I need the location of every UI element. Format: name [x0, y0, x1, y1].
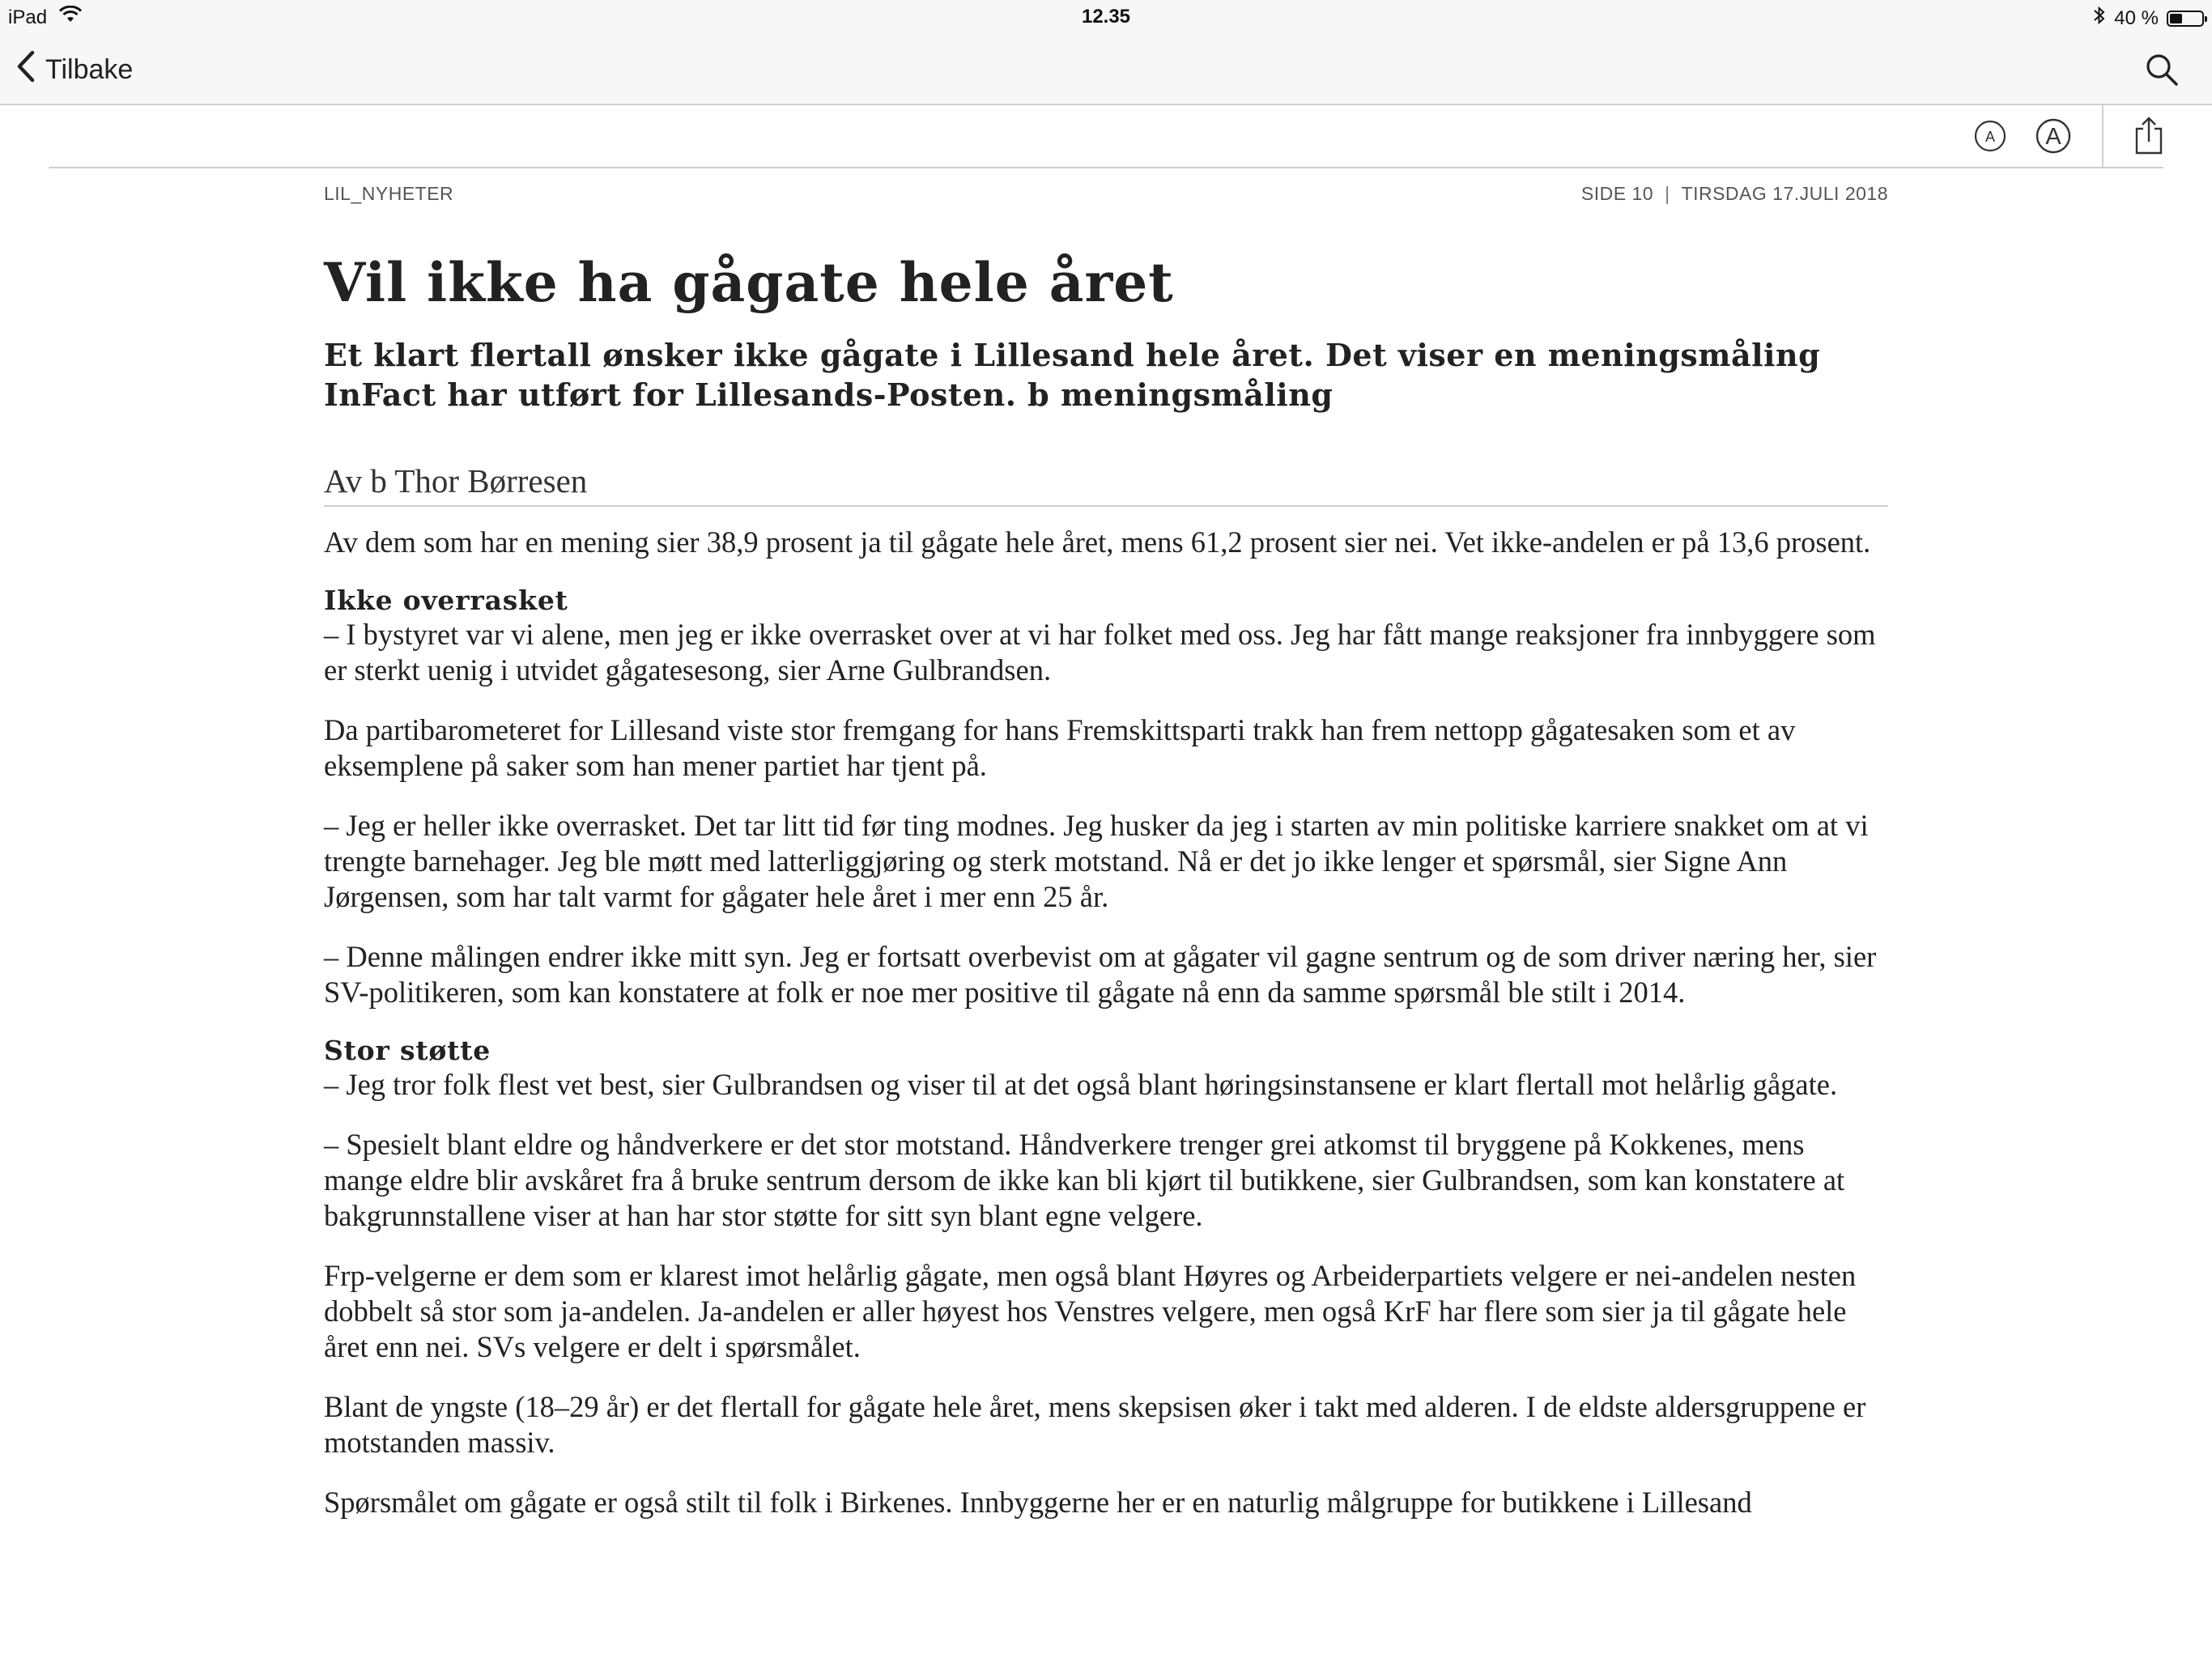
toolbar-divider: [2102, 105, 2104, 167]
paragraph: Blant de yngste (18–29 år) er det flertall for gågate hele året, mens skepsisen øker i takt med alderen. I de eldste aldersgruppene er motstanden massiv.: [324, 1390, 1866, 1459]
font-small-icon: [1972, 118, 2008, 154]
subheading: Ikke overrasket: [324, 585, 568, 616]
back-button-label: Tilbake: [45, 53, 134, 85]
chevron-left-icon: [16, 50, 36, 90]
device-name: iPad: [8, 6, 48, 28]
paragraph: – Spesielt blant eldre og håndverkere er det stor motstand. Håndverkere trenger grei atkomst til bryggene på Kokkenes, mens mange eldre blir avskåret fra å bruke sentrum dersom de ikke kan bli kjørt til butikkene, sier Gulbrandsen, som kan konstatere at bakgrunnstallene viser at han har stor støtte for sitt syn blant egne velgere.: [324, 1128, 1845, 1232]
paragraph: Spørsmålet om gågate er også stilt til folk i Birkenes. Innbyggerne her er en naturlig målgruppe for butikkene i Lillesand: [324, 1486, 1752, 1519]
issue-date: TIRSDAG 17.JULI 2018: [1681, 183, 1888, 204]
subheading: Stor støtte: [324, 1035, 491, 1066]
bluetooth-icon: [2093, 6, 2106, 31]
meta-separator: |: [1665, 183, 1670, 204]
decrease-font-button[interactable]: [1967, 113, 2013, 159]
battery-fill: [2170, 14, 2182, 23]
back-button[interactable]: [16, 49, 133, 91]
article: [324, 167, 1888, 1545]
share-button[interactable]: [2126, 113, 2172, 159]
share-icon: [2133, 116, 2165, 156]
article-body: [324, 525, 1888, 1520]
paragraph: – Jeg er heller ikke overrasket. Det tar litt tid før ting modnes. Jeg husker da jeg i starten av min politiske karriere snakket om at vi trengte barnehager. Jeg ble møtt med latterliggjøring og sterk motstand. Nå er det jo ikke lenger et spørsmål, sier Signe Ann Jørgensen, som har talt varmt for gågater hele året i mer enn 25 år.: [324, 809, 1869, 913]
navigation-bar: [0, 36, 2212, 105]
battery-icon: [2167, 11, 2204, 27]
status-bar: [0, 0, 2212, 36]
article-meta: [324, 167, 1888, 223]
font-large-glyph: A: [2045, 124, 2061, 150]
section-label: LIL_NYHETER: [324, 183, 454, 204]
paragraph: Frp-velgerne er dem som er klarest imot helårlig gågate, men også blant Høyres og Arbeiderpartiets velgere er nei-andelen nesten dobbelt så stor som ja-andelen. Ja-andelen er aller høyest hos Venstres velgere, men også KrF har flere som sier ja til gågate hele året enn nei. SVs velgere er delt i spørsmålet.: [324, 1259, 1857, 1363]
search-icon: [2142, 79, 2181, 92]
increase-font-button[interactable]: [2031, 113, 2076, 159]
battery-percent: 40 %: [2114, 6, 2159, 29]
status-time: 12.35: [1081, 6, 1131, 28]
article-byline: Av b Thor Børresen: [324, 461, 1888, 507]
reader-toolbar: [49, 105, 2163, 168]
article-lede: Et klart flertall ønsker ikke gågate i Lillesand hele året. Det viser en meningsmåling InFact har utført for Lillesands-Posten. b meningsmåling: [324, 337, 1821, 413]
font-large-icon: [2033, 116, 2074, 156]
search-button[interactable]: [2142, 50, 2181, 89]
article-headline: Vil ikke ha gågate hele året: [324, 251, 1174, 314]
paragraph: Da partibarometeret for Lillesand viste stor fremgang for hans Fremskittsparti trakk han frem nettopp gågatesaken som et av eksemplene på saker som han mener partiet har tjent på.: [324, 713, 1796, 782]
paragraph: – Jeg tror folk flest vet best, sier Gulbrandsen og viser til at det også blant høringsinstansene er klart flertall mot helårlig gågate.: [324, 1068, 1838, 1101]
page-number: SIDE 10: [1580, 183, 1654, 204]
page-date: [1581, 183, 1888, 205]
paragraph: – Denne målingen endrer ikke mitt syn. Jeg er fortsatt overbevist om at gågater vil gagne sentrum og de som driver næring her, sier SV-politikeren, som kan konstatere at folk er noe mer positive til gågate nå enn da samme spørsmål ble stilt i 2014.: [324, 940, 1877, 1009]
font-small-glyph: A: [1984, 129, 1996, 145]
paragraph: Av dem som har en mening sier 38,9 prosent ja til gågate hele året, mens 61,2 prosent sier nei. Vet ikke-andelen er på 13,6 prosent.: [324, 525, 1871, 559]
paragraph: – I bystyret var vi alene, men jeg er ikke overrasket over at vi har folket med oss. Jeg har fått mange reaksjoner fra innbyggere som er sterkt uenig i utvidet gågatesesong, sier Arne Gulbrandsen.: [324, 618, 1876, 687]
